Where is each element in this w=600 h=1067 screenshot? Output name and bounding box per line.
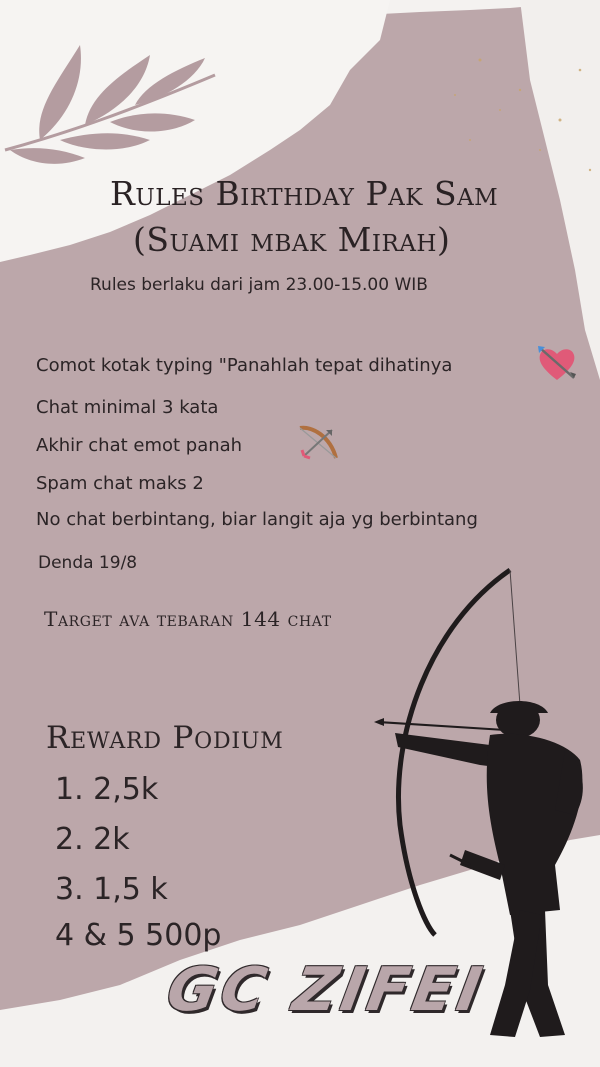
- footer-group-name: GC ZIFEI: [161, 955, 491, 1025]
- title-line-1: Rules Birthday Pak Sam: [110, 174, 499, 213]
- rule-item-2: Chat minimal 3 kata: [36, 397, 219, 418]
- rule-item-3: Akhir chat emot panah: [36, 435, 243, 456]
- reward-title: Reward Podium: [46, 720, 284, 756]
- heart-arrow-icon: [536, 344, 578, 384]
- bow-arrow-icon: [296, 422, 340, 464]
- rule-item-1: Comot kotak typing "Panahlah tepat dihatinya: [36, 355, 453, 376]
- reward-item-2: 2. 2k: [55, 822, 130, 857]
- reward-item-3: 3. 1,5 k: [55, 872, 168, 907]
- target-text: Target ava tebaran 144 chat: [44, 607, 332, 631]
- title-line-2: (Suami mbak Mirah): [133, 220, 451, 259]
- rule-item-5: No chat berbintang, biar langit aja yg berbintang: [36, 509, 478, 530]
- fine-text: Denda 19/8: [38, 553, 138, 573]
- reward-item-4: 4 & 5 500p: [55, 918, 222, 953]
- leaf-branch-icon: [0, 40, 240, 170]
- subtitle: Rules berlaku dari jam 23.00-15.00 WIB: [90, 275, 428, 295]
- reward-item-1: 1. 2,5k: [55, 772, 159, 807]
- rule-item-4: Spam chat maks 2: [36, 473, 204, 494]
